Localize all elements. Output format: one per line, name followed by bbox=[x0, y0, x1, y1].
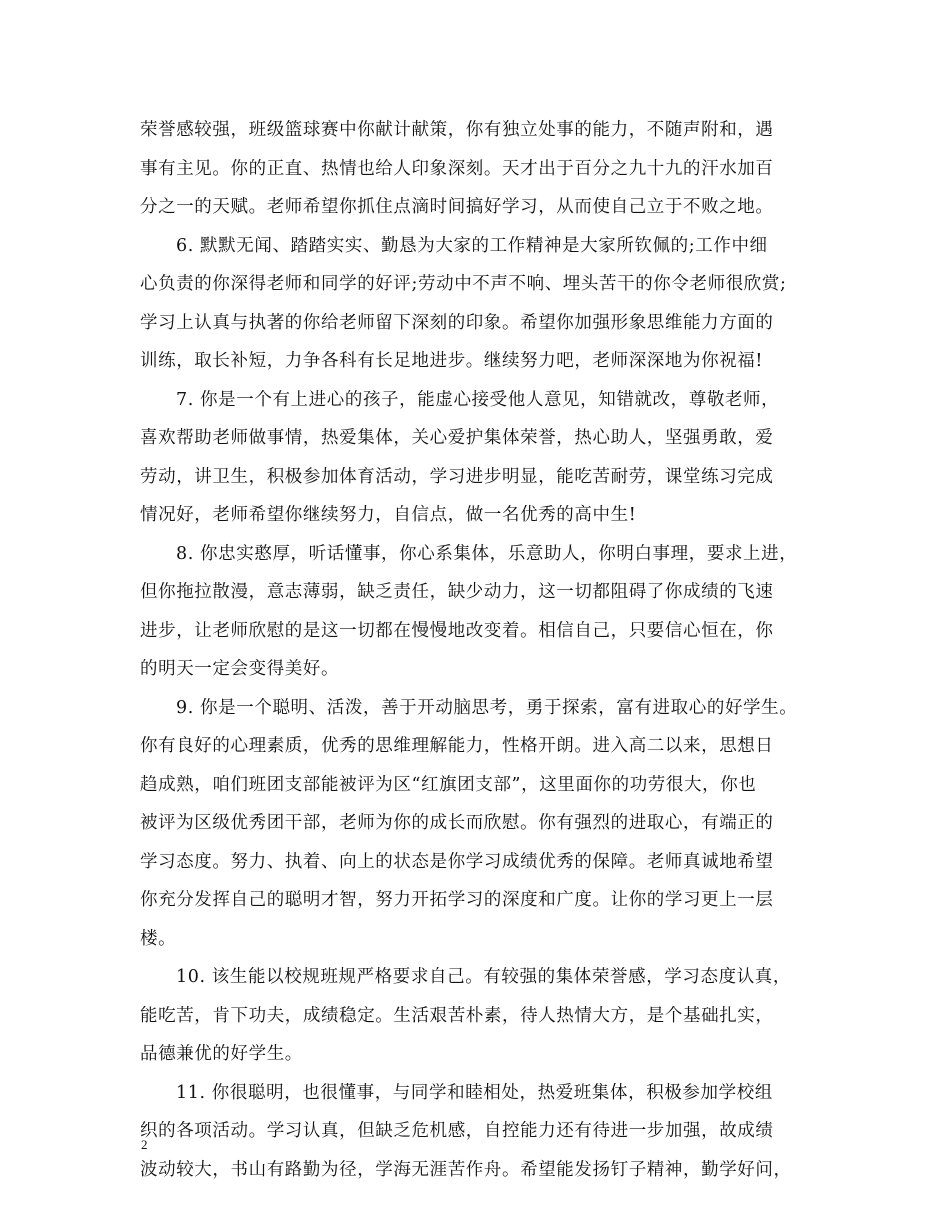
paragraph-first-line: 8. 你忠实憨厚，听话懂事，你心系集体，乐意助人，你明白事理，要求上进， bbox=[176, 543, 798, 564]
text-line: 你有良好的心理素质，优秀的思维理解能力，性格开朗。进入高二以来，思想日 bbox=[140, 736, 774, 756]
text-line: 事有主见。你的正直、热情也给人印象深刻。天才出于百分之九十九的汗水加百 bbox=[140, 158, 774, 179]
text-line: 分之一的天赋。老师希望你抓住点滴时间搞好学习，从而使自己立于不败之地。 bbox=[140, 197, 774, 217]
paragraph-first-line: 10. 该生能以校规班规严格要求自己。有较强的集体荣誉感，学习态度认真， bbox=[176, 967, 791, 987]
text-line: 劳动，讲卫生，积极参加体育活动，学习进步明显，能吃苦耐劳，课堂练习完成 bbox=[140, 466, 774, 487]
text-line: 品德兼优的好学生。 bbox=[140, 1044, 303, 1064]
text-line: 趋成熟，咱们班团支部能被评为区“红旗团支部”，这里面你的功劳很大，你也 bbox=[140, 774, 757, 795]
text-line: 学习上认真与执著的你给老师留下深刻的印象。希望你加强形象思维能力方面的 bbox=[140, 312, 774, 333]
text-line: 能吃苦，肯下功夫，成绩稳定。生活艰苦朴素，待人热情大方，是个基础扎实， bbox=[140, 1005, 774, 1026]
text-line: 被评为区级优秀团干部，老师为你的成长而欣慰。你有强烈的进取心，有端正的 bbox=[140, 813, 774, 833]
text-line: 但你拖拉散漫，意志薄弱，缺乏责任，缺少动力，这一切都阻碍了你成绩的飞速 bbox=[140, 582, 774, 602]
page-number: 2 bbox=[141, 1137, 148, 1152]
text-line: 你充分发挥自己的聪明才智，努力开拓学习的深度和广度。让你的学习更上一层 bbox=[140, 890, 774, 910]
text-line: 训练，取长补短，力争各科有长足地进步。继续努力吧，老师深深地为你祝福! bbox=[140, 351, 764, 371]
text-line: 进步，让老师欣慰的是这一切都在慢慢地改变着。相信自己，只要信心恒在，你 bbox=[140, 620, 774, 641]
paragraph-first-line: 11. 你很聪明，也很懂事，与同学和睦相处，热爱班集体，积极参加学校组 bbox=[176, 1082, 773, 1103]
text-line: 织的各项活动。学习认真，但缺乏危机感，自控能力还有待进一步加强，故成绩 bbox=[140, 1121, 774, 1141]
text-line: 楼。 bbox=[140, 928, 177, 949]
text-line: 荣誉感较强，班级篮球赛中你献计献策，你有独立处事的能力，不随声附和，遇 bbox=[140, 120, 774, 140]
paragraph-first-line: 6. 默默无闻、踏踏实实、勤恳为大家的工作精神是大家所钦佩的;工作中细 bbox=[176, 235, 768, 256]
text-line: 心负责的你深得老师和同学的好评;劳动中不声不响、埋头苦干的你令老师很欣赏; bbox=[140, 274, 787, 294]
text-line: 波动较大，书山有路勤为径，学海无涯苦作舟。希望能发扬钉子精神，勤学好问， bbox=[140, 1159, 792, 1180]
text-line: 学习态度。努力、执着、向上的状态是你学习成绩优秀的保障。老师真诚地希望 bbox=[140, 851, 774, 872]
text-line: 喜欢帮助老师做事情，热爱集体，关心爱护集体荣誉，热心助人，坚强勇敢，爱 bbox=[140, 428, 774, 448]
body-text bbox=[140, 111, 820, 1189]
text-line: 的明天一定会变得美好。 bbox=[140, 659, 340, 679]
text-line: 情况好，老师希望你继续努力，自信点，做一名优秀的高中生! bbox=[140, 505, 637, 525]
paragraph-first-line: 7. 你是一个有上进心的孩子，能虚心接受他人意见，知错就改，尊敬老师， bbox=[176, 389, 780, 410]
paragraph-first-line: 9. 你是一个聪明、活泼，善于开动脑思考，勇于探索，富有进取心的好学生。 bbox=[176, 697, 798, 718]
